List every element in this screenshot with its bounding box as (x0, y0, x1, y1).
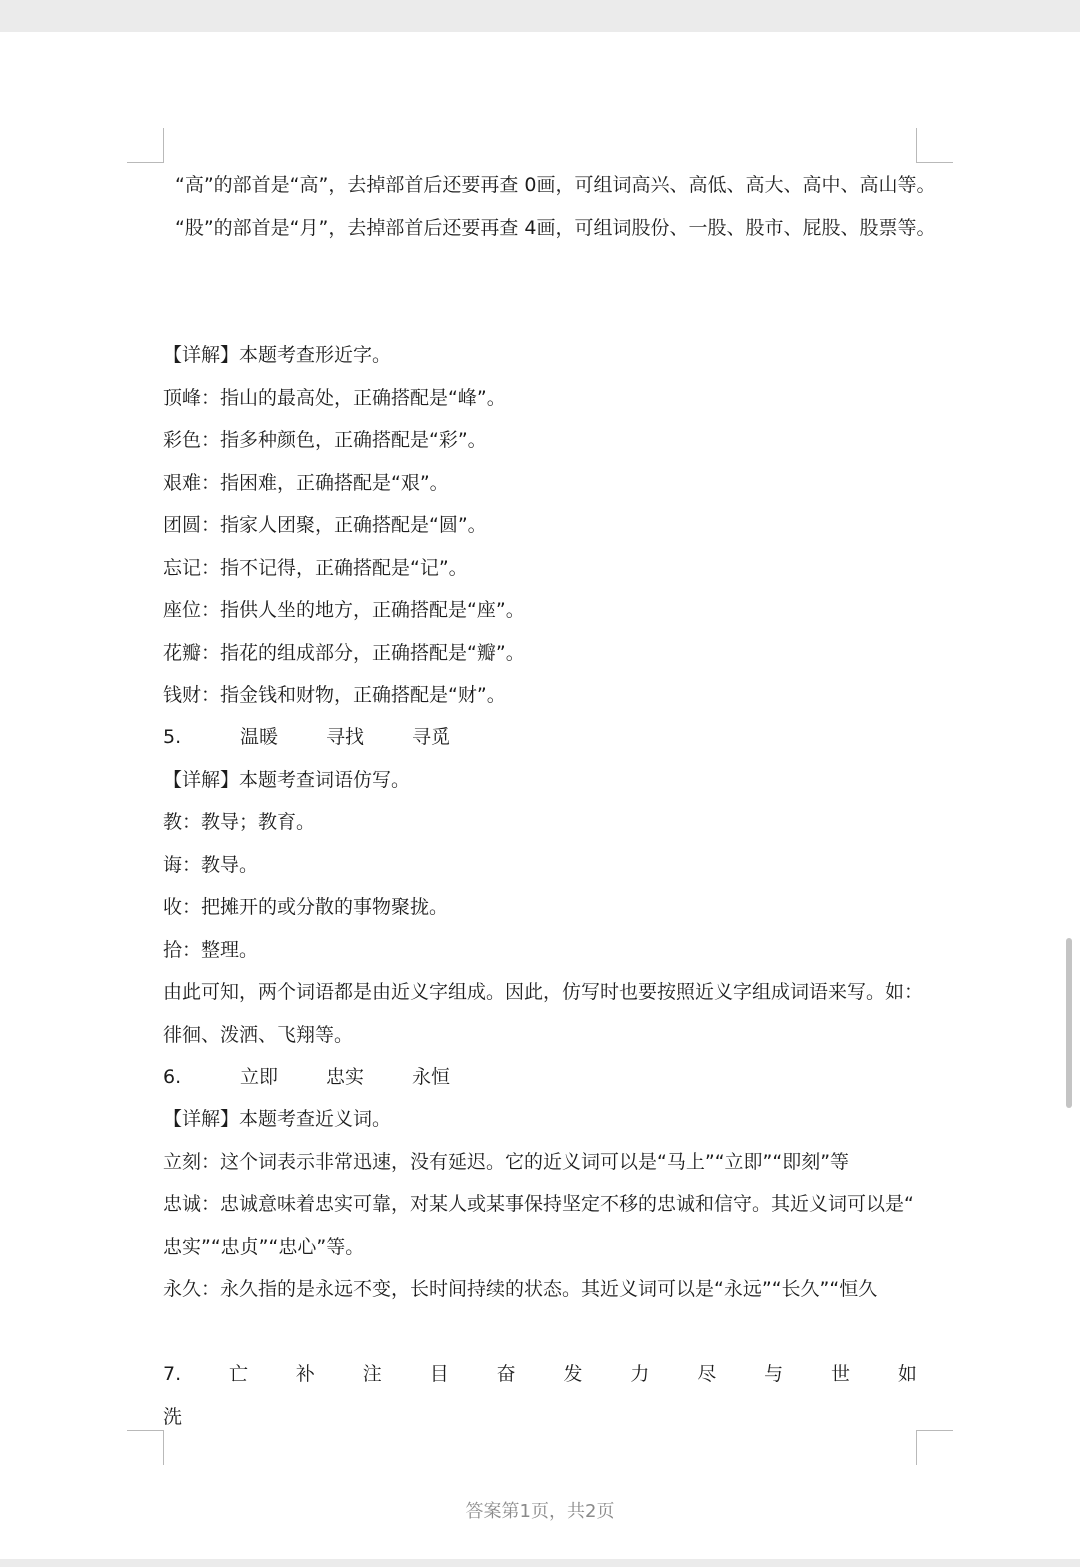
crop-mark-bottom-left (127, 1430, 164, 1465)
answer-line-q5 (163, 724, 450, 750)
bottom-bar (0, 1559, 1080, 1567)
answer-char: 目 (429, 1363, 449, 1385)
text-line: 永久：永久指的是永远不变，长时间持续的状态。其近义词可以是“永远”“长久”“恒久 (163, 1278, 878, 1300)
detail-heading: 【详解】本题考查近义词。 (163, 1108, 392, 1130)
answer-char: 奋 (496, 1363, 516, 1385)
text-line: 收：把摊开的或分散的事物聚拢。 (163, 896, 449, 918)
text-line: 诲：教导。 (163, 854, 259, 876)
text-line: 教：教导；教育。 (163, 811, 316, 833)
answer-char: 尽 (697, 1363, 717, 1385)
text-line: 顶峰：指山的最高处，正确搭配是“峰”。 (163, 387, 506, 409)
scrollbar-thumb[interactable] (1066, 938, 1072, 1108)
question-number: 5. (163, 726, 182, 748)
text-line: 座位：指供人坐的地方，正确搭配是“座”。 (163, 599, 525, 621)
answer-line-q7 (163, 1361, 917, 1387)
text-line: 彩色：指多种颜色，正确搭配是“彩”。 (163, 429, 487, 451)
detail-heading: 【详解】本题考查词语仿写。 (163, 769, 411, 791)
detail-heading: 【详解】本题考查形近字。 (163, 344, 392, 366)
text-line: 立刻：这个词表示非常迅速，没有延迟。它的近义词可以是“马上”“立即”“即刻”等 (163, 1151, 850, 1173)
answer-char: 亡 (229, 1363, 249, 1385)
answer-word: 永恒 (412, 1066, 451, 1088)
text-line: 忘记：指不记得，正确搭配是“记”。 (163, 557, 468, 579)
answer-word: 温暖 (240, 726, 279, 748)
text-line: 洗 (163, 1406, 183, 1428)
answer-char: 力 (630, 1363, 650, 1385)
answer-char: 世 (831, 1363, 851, 1385)
answer-word: 忠实 (326, 1066, 365, 1088)
answer-word: 立即 (240, 1066, 279, 1088)
text-line: “高”的部首是“高”，去掉部首后还要再查 0画，可组词高兴、高低、高大、高中、高山等。 (175, 174, 936, 196)
top-bar (0, 0, 1080, 32)
answer-char: 注 (362, 1363, 382, 1385)
page-footer: 答案第1页，共2页 (465, 1501, 615, 1522)
answer-word: 寻找 (326, 726, 365, 748)
question-number: 7. (163, 1363, 182, 1385)
answer-word: 寻觅 (412, 726, 451, 748)
text-line: 忠实”“忠贞”“忠心”等。 (163, 1236, 365, 1258)
crop-mark-top-right (916, 128, 953, 163)
text-line: 团圆：指家人团聚，正确搭配是“圆”。 (163, 514, 487, 536)
answer-char: 发 (563, 1363, 583, 1385)
text-line: 艰难：指困难，正确搭配是“艰”。 (163, 472, 449, 494)
crop-mark-top-left (127, 128, 164, 163)
text-line: 由此可知，两个词语都是由近义字组成。因此，仿写时也要按照近义字组成词语来写。如： (163, 981, 924, 1003)
text-line: 拾：整理。 (163, 939, 259, 961)
answer-char: 与 (764, 1363, 784, 1385)
text-line: 钱财：指金钱和财物，正确搭配是“财”。 (163, 684, 506, 706)
crop-mark-bottom-right (916, 1430, 953, 1465)
answer-char: 补 (295, 1363, 315, 1385)
answer-line-q6 (163, 1064, 450, 1090)
text-line: 徘徊、泼洒、飞翔等。 (163, 1024, 354, 1046)
answer-char: 如 (897, 1363, 917, 1385)
question-number: 6. (163, 1066, 182, 1088)
text-line: 忠诚：忠诚意味着忠实可靠，对某人或某事保持坚定不移的忠诚和信守。其近义词可以是“ (163, 1193, 914, 1215)
text-line: 花瓣：指花的组成部分，正确搭配是“瓣”。 (163, 642, 525, 664)
text-line: “股”的部首是“月”，去掉部首后还要再查 4画，可组词股份、一股、股市、屁股、股票等。 (175, 217, 936, 239)
